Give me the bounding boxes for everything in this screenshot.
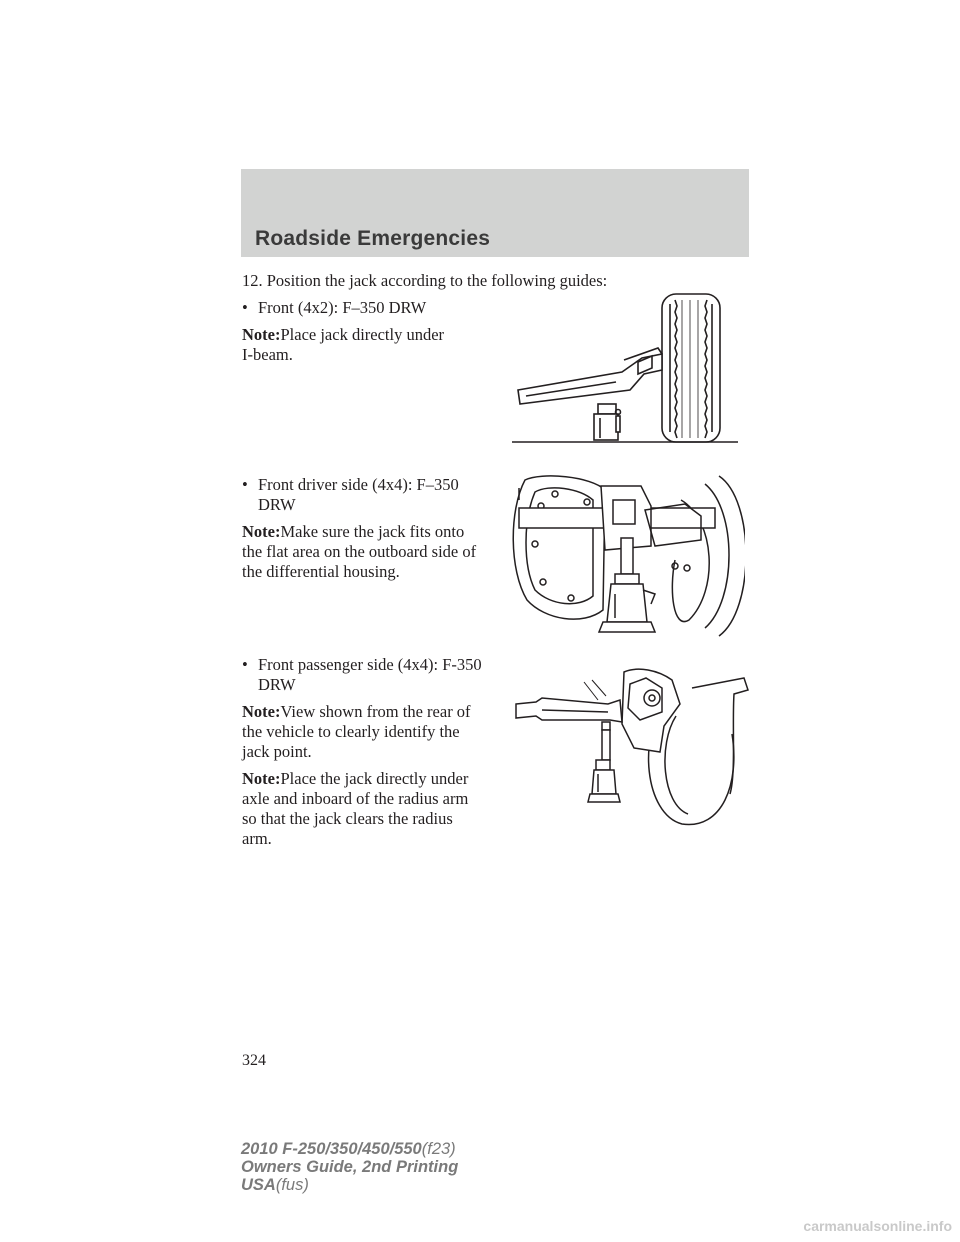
- jack-position-4x2-illustration: [512, 292, 740, 446]
- note-4-line-3: so that the jack clears the radius: [242, 809, 453, 828]
- bullet-glyph: •: [242, 655, 248, 674]
- footer-market: USA: [241, 1176, 276, 1194]
- section-header-band: [241, 169, 749, 257]
- footer-line-1: [241, 1140, 458, 1158]
- bullet-front-passenger-4x4-line-2: DRW: [258, 675, 296, 694]
- note-text: Place jack directly under: [280, 325, 445, 344]
- note-2-line-2: the flat area on the outboard side of: [242, 542, 477, 561]
- page-number: 324: [242, 1052, 266, 1069]
- note-4-line-4: arm.: [242, 829, 272, 848]
- note-3-line-2: the vehicle to clearly identify the: [242, 722, 460, 741]
- note-2-line-3: the differential housing.: [242, 562, 400, 581]
- bullet-front-driver-4x4-line-2: DRW: [258, 495, 296, 514]
- note-3: [242, 702, 471, 722]
- jack-position-passenger-4x4-illustration: [512, 664, 752, 828]
- note-label: Note:: [242, 702, 281, 721]
- note-3-line-3: jack point.: [242, 742, 312, 761]
- bullet-text: Front (4x2): F–350 DRW: [258, 298, 427, 317]
- footer-line-2: Owners Guide, 2nd Printing: [241, 1158, 459, 1176]
- bullet-glyph: •: [242, 298, 248, 317]
- bullet-text: Front driver side (4x4): F–350: [258, 475, 459, 494]
- section-title: Roadside Emergencies: [255, 227, 491, 250]
- footer-imprint: [241, 1140, 458, 1194]
- note-1-line-2: I-beam.: [242, 345, 293, 364]
- jack-position-driver-4x4-illustration: [505, 470, 745, 638]
- footer-model: 2010 F-250/350/450/550: [241, 1140, 422, 1158]
- step-12-text: 12. Position the jack according to the following guides:: [242, 271, 608, 290]
- note-4: [242, 769, 468, 789]
- footer-line-3: [241, 1176, 458, 1194]
- bullet-glyph: •: [242, 475, 248, 494]
- note-label: Note:: [242, 769, 281, 788]
- bullet-text: Front passenger side (4x4): F-350: [258, 655, 482, 674]
- note-4-line-2: axle and inboard of the radius arm: [242, 789, 469, 808]
- footer-market-code: (fus): [275, 1176, 309, 1194]
- note-1: [242, 325, 444, 345]
- footer-model-code: (f23): [421, 1140, 456, 1158]
- note-label: Note:: [242, 325, 281, 344]
- watermark: carmanualsonline.info: [803, 1218, 952, 1234]
- note-label: Note:: [242, 522, 281, 541]
- note-2: [242, 522, 464, 542]
- note-text: Make sure the jack fits onto: [280, 522, 465, 541]
- note-text: View shown from the rear of: [280, 702, 471, 721]
- note-text: Place the jack directly under: [280, 769, 469, 788]
